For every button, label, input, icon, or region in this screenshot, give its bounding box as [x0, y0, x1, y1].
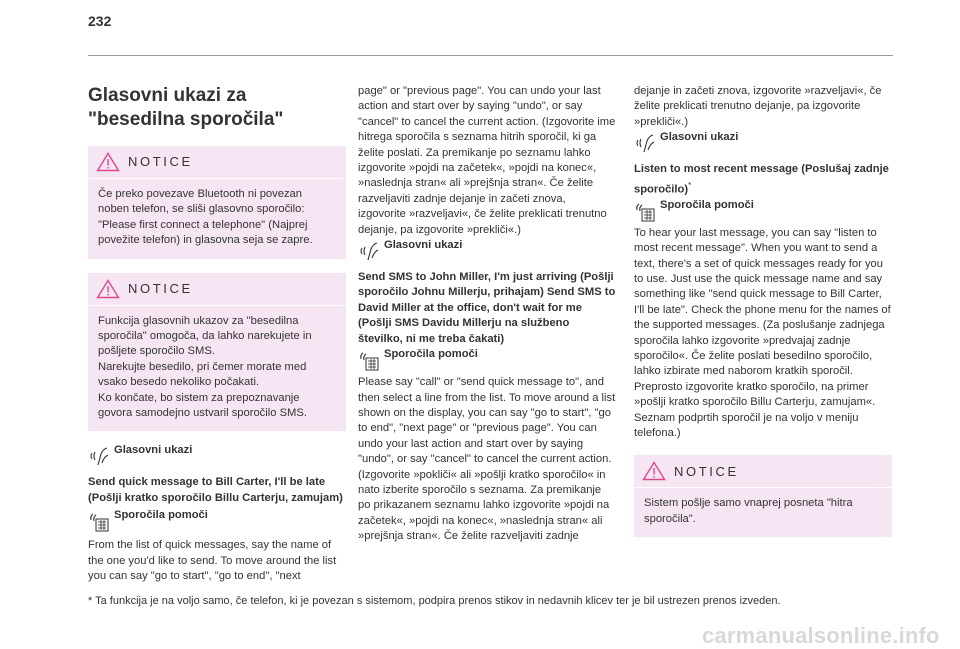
notice-title: NOTICE — [128, 154, 193, 170]
voice-commands-heading — [88, 443, 346, 467]
notice-text-1: Funkcija glasovnih ukazov za "besedilna sporočila" omogoča, da lahko narekujete in pošljete sporočilo SMS. — [98, 314, 312, 358]
voice-commands-label: Glasovni ukazi — [384, 239, 463, 252]
help-messages-label: Sporočila pomoči — [384, 348, 478, 361]
page-title — [88, 84, 346, 132]
help-message-icon — [88, 510, 110, 532]
voice-command-icon — [88, 445, 110, 467]
warning-triangle-icon — [96, 152, 120, 172]
voice-commands-heading — [634, 130, 892, 154]
help-messages-heading — [88, 508, 346, 532]
voice-command-phrase: Listen to most recent message (Poslušaj zadnje sporočilo) — [634, 163, 889, 196]
notice-header — [88, 146, 346, 179]
notice-text-3: Ko končate, bo sistem za prepoznavanje govora samodejno ustvaril sporočilo SMS. — [98, 391, 307, 420]
warning-triangle-icon — [96, 279, 120, 299]
notice-body — [634, 488, 892, 537]
page-number: 232 — [88, 13, 112, 29]
column-1 — [88, 78, 346, 585]
watermark: carmanualsonline.info — [702, 623, 940, 648]
column-2 — [358, 84, 616, 545]
help-message-icon — [634, 200, 656, 222]
voice-commands-label: Glasovni ukazi — [114, 444, 193, 457]
notice-title: NOTICE — [128, 280, 193, 296]
help-messages-label: Sporočila pomoči — [660, 198, 754, 211]
voice-commands-heading — [358, 238, 616, 262]
help-message-continued: dejanje in začeti znova, izgovorite »razveljavi«, če želite preklicati trenutno dejanje, pa izgovorite »prekliči«.) — [634, 85, 882, 128]
notice-header — [88, 273, 346, 306]
help-message-text: Please say "call" or "send quick message to", and then select a line from the list. To move around a list shown on the display, you can say "go to start", "go to end", "next page" or "previous page". You can undo your last action and start over by saying "undo", or say "cancel" to cancel the current action. (Izgovorite »pokliči« ali »pošlji kratko sporočilo« in nato izberite sporočilo s seznama. Za premikanje po prikazanem seznamu lahko izgovorite »pojdi na začetek«, »pojdi na konec«, »naslednja stran« ali »prejšnja stran«. Če želite razveljaviti zadnje — [358, 376, 616, 543]
title-line-1: Glasovni ukazi za — [88, 85, 247, 106]
help-messages-label: Sporočila pomoči — [114, 509, 208, 522]
notice-box-2 — [88, 273, 346, 432]
notice-box-1 — [88, 146, 346, 259]
help-messages-heading — [358, 347, 616, 371]
footnote: * Ta funkcija je na voljo samo, če telefon, ki je povezan s sistemom, podpira prenos stikov in nedavnih klicev ter je bil ustrezen prenos izveden. — [88, 595, 781, 607]
notice-title: NOTICE — [674, 463, 739, 479]
help-message-text: To hear your last message, you can say "listen to most recent message". When you want to send a text, there's a set of quick messages ready for you to use. Just use the quick message name and say something like "send quick message to Bill Carter, I'll be late". Check the phone menu for the names of the supported messages. (Za poslušanje zadnjega sporočila lahko izgovorite »predvajaj zadnje sporočilo«. Če želite poslati besedilno sporočilo, lahko izbirate med naborom kratkih sporočil. Preprosto izgovorite kratko sporočilo, na primer »pošlji kratko sporočilo Billu Carterju, zamujam«. Seznam podprtih sporočil je na voljo v meniju telefona.) — [634, 226, 891, 440]
notice-text: Sistem pošlje samo vnaprej posneta "hitra sporočila". — [644, 497, 853, 525]
notice-body — [88, 179, 346, 259]
voice-command-text: Send SMS to John Miller, I'm just arriving (Pošlji sporočilo Johnu Millerju, prihajam) Send SMS to David Miller at the office, don't wait for me (Pošlji SMS Davidu Millerju na službeno številko, ni me treba čakati) — [358, 271, 616, 345]
notice-text-2: Narekujte besedilo, pri čemer morate med vsako besedo nekoliko počakati. — [98, 360, 307, 389]
voice-command-text: Send quick message to Bill Carter, I'll be late (Pošlji kratko sporočilo Billu Carterju, zamujam) — [88, 476, 343, 504]
voice-command-icon — [634, 132, 656, 154]
title-line-2: "besedilna sporočila" — [88, 109, 284, 130]
notice-text: Če preko povezave Bluetooth ni povezan noben telefon, se sliši glasovno sporočilo: "Please first connect a telephone" (Najprej povežite telefon) in glasovna seja se zapre. — [98, 188, 313, 247]
footnote-mark: * — [688, 180, 692, 190]
voice-command-icon — [358, 240, 380, 262]
column-3 — [634, 84, 892, 549]
voice-command-text — [634, 162, 892, 198]
help-message-text: From the list of quick messages, say the name of the one you'd like to send. To move around the list you can say "go to start", "go to end", "next — [88, 539, 337, 583]
voice-commands-label: Glasovni ukazi — [660, 131, 739, 144]
notice-header — [634, 455, 892, 488]
help-message-continued: page" or "previous page". You can undo your last action and start over by saying "undo", or say "cancel" to cancel the current action. (Izgovorite ime hitrega sporočila s seznama hitrih sporočil, ki ga želite poslati. Za premikanje po seznamu lahko izgovorite »pojdi na začetek«, »pojdi na konec«, »naslednja stran« ali »prejšnja stran«. Če želite razveljaviti zadnje dejanje in začeti znova, izgovorite »razveljavi«, če želite preklicati trenutno dejanje, pa izgovorite »prekliči«.) — [358, 85, 616, 236]
top-divider — [88, 55, 893, 56]
notice-box-3 — [634, 455, 892, 537]
notice-body — [88, 306, 346, 432]
warning-triangle-icon — [642, 461, 666, 481]
help-message-icon — [358, 349, 380, 371]
help-messages-heading — [634, 198, 892, 222]
